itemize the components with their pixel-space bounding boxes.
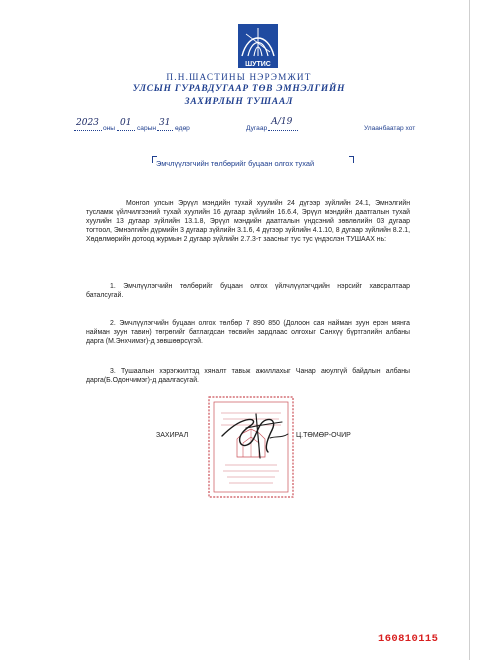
date-month-line: [117, 130, 135, 131]
order-title: Эмчлүүлэгчийн төлбөрийг буцаан олгох тухай: [156, 159, 315, 168]
order-number-label: Дугаар: [246, 125, 268, 132]
order-number-line: [268, 130, 298, 131]
university-emblem-icon: [234, 22, 282, 70]
date-year-label: оны: [103, 125, 116, 132]
date-month-label: сарын: [137, 125, 157, 132]
city: Улаанбаатар хот: [364, 125, 416, 132]
date-day-label: өдөр: [175, 125, 190, 132]
date-year: 2023: [76, 118, 99, 128]
date-day-line: [157, 130, 173, 131]
org-name-line-2: УЛСЫН ГУРАВДУГААР ТӨВ ЭМНЭЛГИЙН: [132, 84, 346, 94]
org-name-line-1: П.Н.ШАСТИНЫ НЭРЭМЖИТ: [166, 72, 312, 82]
order-item-2: 2. Эмчлүүлэгчийн буцаан олгох төлбөр 7 890 850 (Долоон сая найман зуун ерэн мянга найман зуун тавин) төгрөгийг батлагдсан төсвийн зардлаас олгохыг Санхүү бүртгэлийн албаны дарга (М.Энхчимэг)-д зөвшөөрсүгэй.: [86, 320, 410, 345]
signatory-name: Ц.ТӨМӨР-ОЧИР: [296, 432, 351, 439]
handwritten-signature-icon: [216, 408, 294, 460]
order-item-1: 1. Эмчлүүлэгчийн төлбөрийг буцаан олгох үйлчлүүлэгчдийн нэрсийг хавсралтаар баталсугай.: [86, 283, 410, 299]
signatory-title: ЗАХИРАЛ: [156, 432, 189, 439]
order-number: А/19: [271, 117, 293, 127]
logo-text: ШУТИС: [245, 61, 271, 68]
order-item-3: 3. Тушаалын хэрэгжилтэд хяналт тавьж ажиллахыг Чанар аюулгүй байдлын албаны дарга(Б.Одончимэг)-д даалгасугай.: [86, 368, 410, 384]
title-bracket-right: [349, 156, 354, 163]
preamble-paragraph: Монгол улсын Эрүүл мэндийн тухай хуулийн 24 дүгээр зүйлийн 24.1, Эмнэлгийн тусламж үйлчилгээний тухай хуулийн 16 дугаар зүйлийн 16.6.4, Эрүүл мэндийн даатгалын тухай хуулийн 13 дугаар зүйлийн 13.1.8, Эрүүл мэндийн даатгалын үндсэний зөвлөлийн 03 дугаар тогтоол, Эмнэлгийн дүрмийн 3 дугаар зүйлийн 3.1.6, 4 дүгээр зүйлийн 4.1.10, 8 дугаар зүйлийн 8.2.1, Хөдөлмөрийн дотоод журмын 2 дугаар зүйлийн 2.7.3-т заасныг тус тус үндэслэн ТУШААХ нь:: [86, 200, 410, 243]
registration-number: 160810115: [378, 633, 439, 645]
order-type: ЗАХИРЛЫН ТУШААЛ: [184, 97, 294, 107]
date-year-line: [74, 130, 102, 131]
date-month: 01: [120, 118, 132, 128]
date-day: 31: [159, 118, 171, 128]
